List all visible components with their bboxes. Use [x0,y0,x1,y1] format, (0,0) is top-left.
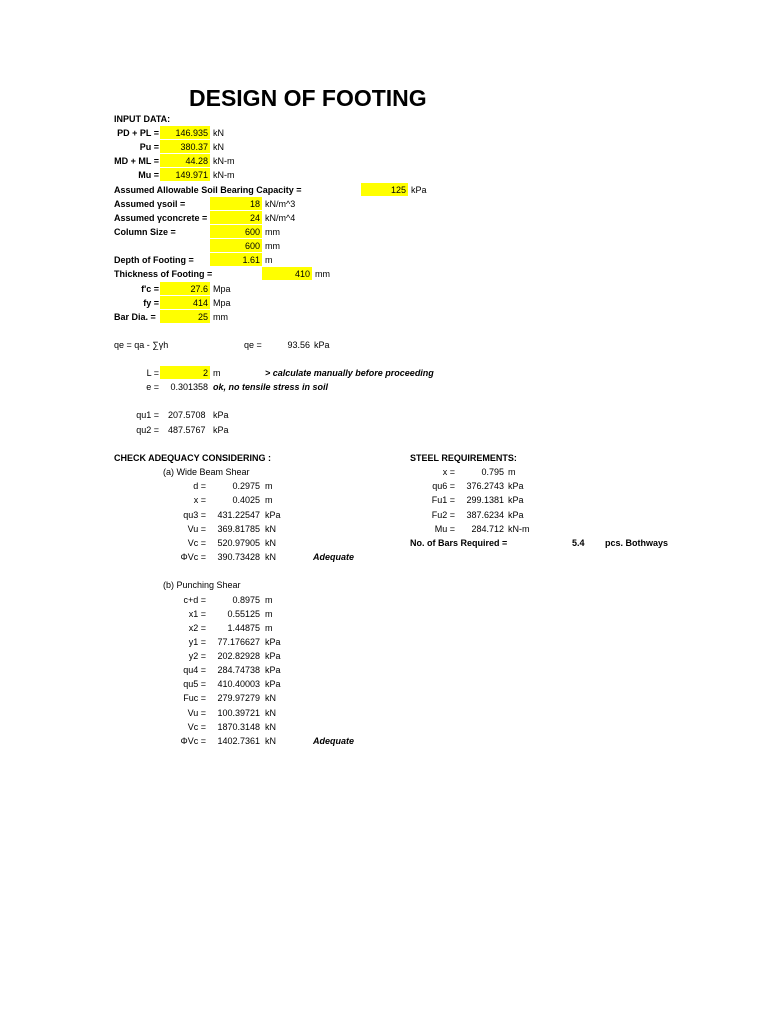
qu1-label: qu1 = [136,410,159,420]
punch-row-label: ΦVc = [180,736,206,746]
punch-row-value: 1402.7361 [217,736,260,746]
bar-dia-label: Bar Dia. = [114,312,156,322]
wide-row-unit: kPa [265,510,281,520]
pu-unit: kN [213,142,224,152]
mu-label: Mu = [138,170,159,180]
wide-row-label: Vc = [187,538,206,548]
check-header: CHECK ADEQUACY CONSIDERING : [114,453,272,463]
qu1-unit: kPa [213,410,229,420]
wide-row-unit: m [265,495,273,505]
md-ml-label: MD + ML = [114,156,159,166]
wide-row-unit: m [265,481,273,491]
punch-row-label: y1 = [188,637,206,647]
qu1-value: 207.5708 [168,410,206,420]
punch-row-label: Fuc = [183,693,206,703]
qe-value: 93.56 [287,340,310,350]
wide-row-label: x = [193,495,206,505]
wide-beam-header: (a) Wide Beam Shear [163,467,250,477]
mu-unit: kN-m [213,170,235,180]
punch-row-value: 1.44875 [227,623,260,633]
pd-pl-value[interactable]: 146.935 [175,128,208,138]
column-size-label: Column Size = [114,227,176,237]
qe-formula: qe = qa - ∑γh [114,340,169,350]
wide-row-label: qu3 = [183,510,206,520]
punch-row-label: Vu = [187,708,206,718]
punch-row-value: 1870.3148 [217,722,260,732]
wide-row-value: 390.73428 [217,552,260,562]
e-value: 0.301358 [170,382,208,392]
input-data-header: INPUT DATA: [114,114,171,124]
wide-row-label: Vu = [187,524,206,534]
steel-row-unit: kPa [508,481,524,491]
qe-label: qe = [244,340,262,350]
punch-row-label: x2 = [188,623,206,633]
l-unit: m [213,368,221,378]
punch-row-unit: kPa [265,679,281,689]
steel-row-unit: m [508,467,516,477]
thickness-unit: mm [315,269,330,279]
wide-row-unit: kN [265,538,276,548]
punch-row-unit: kPa [265,637,281,647]
pd-pl-unit: kN [213,128,224,138]
punch-row-unit: m [265,609,273,619]
punch-row-unit: kN [265,736,276,746]
column-size-value-1[interactable]: 600 [244,227,260,237]
l-label: L = [146,368,159,378]
steel-header: STEEL REQUIREMENTS: [410,453,517,463]
punch-status: Adequate [313,736,355,746]
gamma-soil-label: Assumed γsoil = [114,199,186,209]
gamma-concrete-value[interactable]: 24 [249,213,260,223]
md-ml-unit: kN-m [213,156,235,166]
gamma-concrete-label: Assumed γconcrete = [114,213,208,223]
punch-row-unit: kPa [265,651,281,661]
steel-row-value: 284.712 [471,524,504,534]
punch-row-unit: m [265,595,273,605]
wide-row-value: 0.2975 [232,481,260,491]
e-note: ok, no tensile stress in soil [213,382,329,392]
steel-row-value: 387.6234 [466,510,504,520]
column-size-value-2[interactable]: 600 [244,241,260,251]
punch-row-label: qu5 = [183,679,206,689]
md-ml-value[interactable]: 44.28 [185,156,208,166]
punch-row-value: 77.176627 [217,637,260,647]
qu2-label: qu2 = [136,425,159,435]
steel-row-value: 0.795 [481,467,504,477]
fc-value[interactable]: 27.6 [190,284,208,294]
l-value[interactable]: 2 [202,368,208,378]
wide-row-unit: kN [265,552,276,562]
punch-row-value: 202.82928 [217,651,260,661]
bar-dia-unit: mm [213,312,228,322]
punch-row-value: 410.40003 [217,679,260,689]
l-note: > calculate manually before proceeding [265,368,434,378]
depth-value[interactable]: 1.61 [242,255,260,265]
gamma-concrete-unit: kN/m^4 [265,213,296,223]
fy-value[interactable]: 414 [192,298,208,308]
wide-row-unit: kN [265,524,276,534]
pu-label: Pu = [139,142,159,152]
qe-unit: kPa [314,340,330,350]
qu2-unit: kPa [213,425,229,435]
fy-label: fy = [143,298,159,308]
pd-pl-label: PD + PL = [117,128,159,138]
steel-row-value: 376.2743 [466,481,504,491]
steel-row-unit: kPa [508,495,524,505]
gamma-soil-unit: kN/m^3 [265,199,296,209]
punch-row-unit: m [265,623,273,633]
column-size-unit-1: mm [265,227,280,237]
punch-row-value: 284.74738 [217,665,260,675]
bars-required-label: No. of Bars Required = [410,538,508,548]
punching-header: (b) Punching Shear [163,580,241,590]
punch-row-value: 0.8975 [232,595,260,605]
qu2-value: 487.5767 [168,425,206,435]
punch-row-value: 0.55125 [227,609,260,619]
punch-row-label: c+d = [183,595,206,605]
fy-unit: Mpa [213,298,231,308]
punch-row-unit: kN [265,693,276,703]
pu-value[interactable]: 380.37 [180,142,208,152]
thickness-value[interactable]: 410 [294,269,310,279]
punch-row-label: x1 = [188,609,206,619]
wide-status: Adequate [313,552,355,562]
column-size-unit-2: mm [265,241,280,251]
punch-row-label: qu4 = [183,665,206,675]
steel-row-label: Fu2 = [431,510,455,520]
steel-row-value: 299.1381 [466,495,504,505]
page-title: DESIGN OF FOOTING [189,85,427,111]
bearing-value[interactable]: 125 [390,185,406,195]
punch-row-unit: kPa [265,665,281,675]
punch-row-unit: kN [265,708,276,718]
bars-required-unit: pcs. Bothways [605,538,669,548]
wide-row-label: d = [193,481,206,491]
gamma-soil-value[interactable]: 18 [249,199,260,209]
mu-value[interactable]: 149.971 [175,170,208,180]
thickness-label: Thickness of Footing = [114,269,213,279]
punch-row-label: Vc = [187,722,206,732]
steel-row-label: qu6 = [432,481,455,491]
wide-row-value: 0.4025 [232,495,260,505]
bars-required-value: 5.4 [572,538,585,548]
wide-row-label: ΦVc = [180,552,206,562]
wide-row-value: 431.22547 [217,510,260,520]
steel-row-label: Fu1 = [431,495,455,505]
punch-row-label: y2 = [188,651,206,661]
punch-row-value: 279.97279 [217,693,260,703]
fc-label: f'c = [141,284,159,294]
wide-row-value: 369.81785 [217,524,260,534]
steel-row-label: x = [442,467,455,477]
punch-row-value: 100.39721 [217,708,260,718]
depth-unit: m [265,255,273,265]
steel-row-label: Mu = [434,524,455,534]
steel-row-unit: kN-m [508,524,530,534]
steel-row-unit: kPa [508,510,524,520]
fc-unit: Mpa [213,284,231,294]
punch-row-unit: kN [265,722,276,732]
bearing-label: Assumed Allowable Soil Bearing Capacity = [114,185,302,195]
e-label: e = [146,382,159,392]
wide-row-value: 520.97905 [217,538,260,548]
bearing-unit: kPa [411,185,427,195]
depth-label: Depth of Footing = [114,255,194,265]
bar-dia-value[interactable]: 25 [197,312,208,322]
